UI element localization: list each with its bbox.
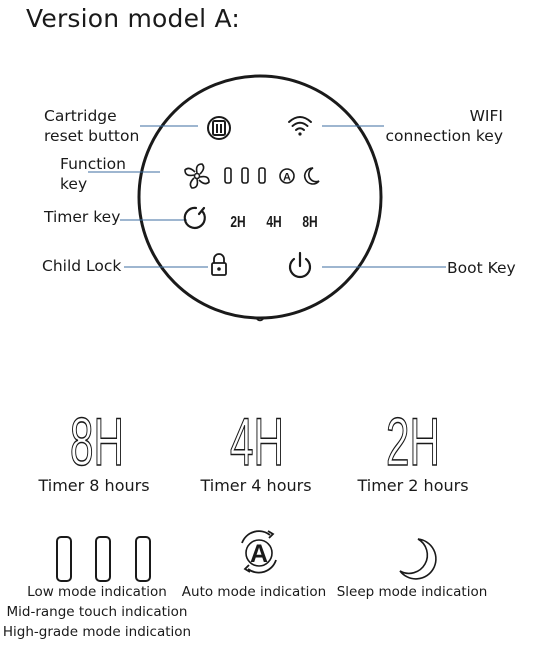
control-panel-circle	[139, 76, 381, 318]
panel-auto-icon	[280, 169, 294, 184]
svg-text:A: A	[249, 540, 269, 568]
caption-timer-4h: Timer 4 hours	[200, 476, 312, 495]
callout-cartridge: Cartridge reset button	[44, 107, 140, 145]
caption-high-mode: High-grade mode indication	[2, 624, 192, 640]
caption-timer-8h: Timer 8 hours	[38, 476, 150, 495]
child-lock-icon	[212, 254, 226, 275]
caption-mid-mode: Mid-range touch indication	[6, 604, 188, 620]
panel-sleep-icon	[305, 168, 319, 184]
panel-timer-8h: 8H	[302, 212, 318, 231]
legend-glyph-8h: 8H	[70, 403, 124, 480]
leader-lines	[88, 126, 446, 267]
timer-icon	[185, 208, 205, 228]
panel-level-bars	[225, 168, 265, 183]
legend-sleep-icon	[400, 539, 436, 579]
panel-timer-2h: 2H	[230, 212, 246, 231]
panel-timer-4h: 4H	[266, 212, 282, 231]
callout-function: Function key	[60, 155, 126, 193]
callout-child-lock: Child Lock	[42, 257, 122, 275]
power-icon	[290, 253, 310, 277]
legend-glyph-4h: 4H	[230, 403, 284, 480]
caption-timer-2h: Timer 2 hours	[357, 476, 469, 495]
legend-glyph-2h: 2H	[386, 403, 440, 480]
cartridge-reset-icon	[208, 117, 230, 139]
callout-wifi: WIFI connection key	[385, 107, 503, 145]
fan-icon	[185, 164, 209, 188]
legend-auto-icon	[242, 531, 276, 573]
caption-low-mode: Low mode indication	[27, 584, 167, 600]
svg-text:A: A	[283, 171, 291, 184]
caption-sleep-mode: Sleep mode indication	[336, 584, 488, 600]
caption-auto-mode: Auto mode indication	[181, 584, 327, 600]
callout-boot: Boot Key	[447, 259, 516, 277]
page-title: Version model A:	[26, 4, 240, 33]
wifi-icon	[289, 117, 311, 136]
callout-timer: Timer key	[44, 208, 121, 226]
legend-level-bars	[57, 537, 150, 581]
